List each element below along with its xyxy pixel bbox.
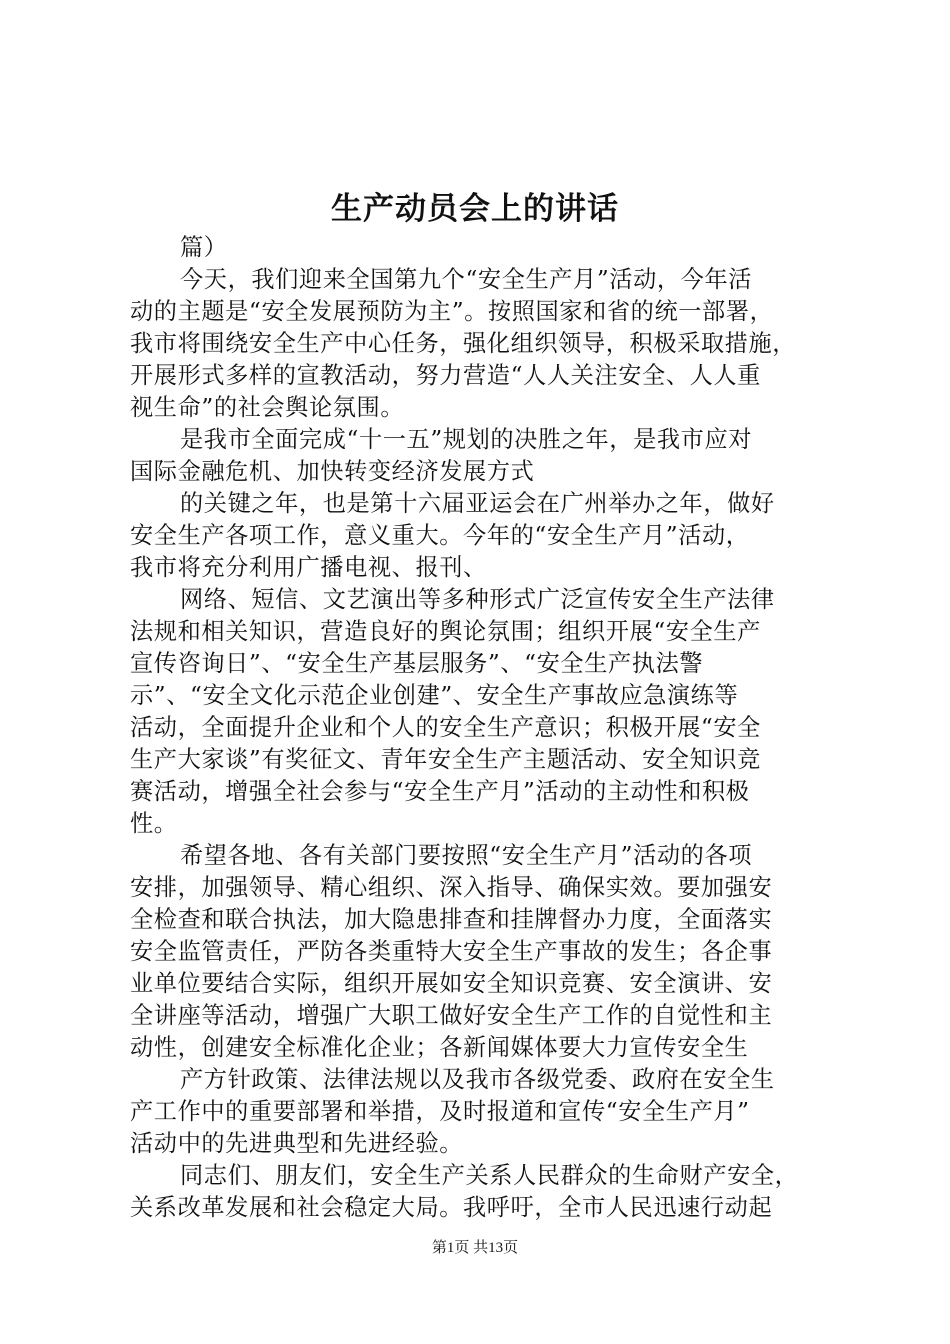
document-title: 生产动员会上的讲话 xyxy=(331,191,619,227)
body-text-line: 产方针政策、法律法规以及我市各级党委、政府在安全生 xyxy=(180,1066,775,1093)
body-text-line: 的关键之年，也是第十六届亚运会在广州举办之年，做好 xyxy=(180,490,775,517)
body-text-line: 安排，加强领导、精心组织、深入指导、确保实效。要加强安 xyxy=(130,874,773,901)
body-text-line: 动性，创建安全标准化企业；各新闻媒体要大力宣传安全生 xyxy=(130,1034,749,1061)
body-text-line: 活动中的先进典型和先进经验。 xyxy=(130,1130,464,1157)
body-text-line: 全讲座等活动，增强广大职工做好安全生产工作的自觉性和主 xyxy=(130,1002,773,1029)
body-text-line: 今天，我们迎来全国第九个“安全生产月”活动，今年活 xyxy=(180,266,753,293)
page-number-footer: 第1页 共13页 xyxy=(431,1240,519,1256)
body-text-line: 性。 xyxy=(130,810,178,837)
body-text-line: 开展形式多样的宣教活动，努力营造“人人关注安全、人人重 xyxy=(130,362,761,389)
body-text-line: 宣传咨询日”、“安全生产基层服务”、“安全生产执法警 xyxy=(130,650,704,677)
body-text-line: 动的主题是“安全发展预防为主”。按照国家和省的统一部署， xyxy=(130,298,774,325)
body-text-line: 是我市全面完成“十一五”规划的决胜之年，是我市应对 xyxy=(180,426,753,453)
body-text-line: 安全监管责任，严防各类重特大安全生产事故的发生；各企事 xyxy=(130,938,773,965)
body-text-line: 关系改革发展和社会稳定大局。我呼吁，全市人民迅速行动起 xyxy=(130,1194,773,1221)
body-text-line: 产工作中的重要部署和举措，及时报道和宣传“安全生产月” xyxy=(130,1098,750,1125)
body-text-line: 视生命”的社会舆论氛围。 xyxy=(130,394,405,421)
body-text-line: 业单位要结合实际，组织开展如安全知识竞赛、安全演讲、安 xyxy=(130,970,773,997)
body-text-line: 希望各地、各有关部门要按照“安全生产月”活动的各项 xyxy=(180,842,753,869)
body-text-line: 我市将充分利用广播电视、报刊、 xyxy=(130,554,487,581)
body-text-line: 活动，全面提升企业和个人的安全生产意识；积极开展“安全 xyxy=(130,714,761,741)
body-text-line: 赛活动，增强全社会参与“安全生产月”活动的主动性和积极 xyxy=(130,778,750,805)
body-text-line: 生产大家谈”有奖征文、青年安全生产主题活动、安全知识竞 xyxy=(130,746,761,773)
body-text-line: 国际金融危机、加快转变经济发展方式 xyxy=(130,458,535,485)
body-text-line: 网络、短信、文艺演出等多种形式广泛宣传安全生产法律 xyxy=(180,586,775,613)
body-text-line: 篇） xyxy=(180,234,228,261)
body-text-line: 安全生产各项工作，意义重大。今年的“安全生产月”活动， xyxy=(130,522,750,549)
body-text-line: 法规和相关知识，营造良好的舆论氛围；组织开展“安全生产 xyxy=(130,618,761,645)
body-text-line: 同志们、朋友们，安全生产关系人民群众的生命财产安全， xyxy=(180,1162,799,1189)
body-text-line: 我市将围绕安全生产中心任务，强化组织领导，积极采取措施， xyxy=(130,330,797,357)
document-body xyxy=(130,232,830,1224)
body-text-line: 全检查和联合执法，加大隐患排查和挂牌督办力度，全面落实 xyxy=(130,906,773,933)
body-text-line: 示”、“安全文化示范企业创建”、安全生产事故应急演练等 xyxy=(130,682,739,709)
